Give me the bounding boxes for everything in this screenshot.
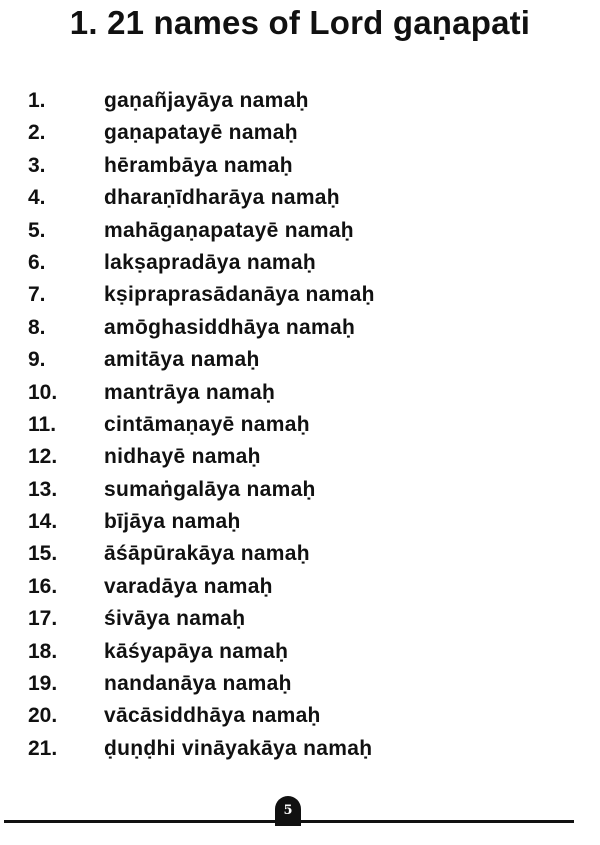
item-number: 18. [28, 639, 58, 663]
page-title: 1. 21 names of Lord gaṇapati [69, 4, 531, 41]
item-number: 9. [28, 348, 46, 372]
list-item [0, 506, 600, 538]
page-number: 5 [275, 796, 301, 826]
list-item [0, 85, 600, 117]
item-number: 15. [28, 542, 58, 566]
item-number: 8. [28, 315, 46, 339]
list-item [0, 312, 600, 344]
item-number: 1. [28, 89, 46, 112]
list-item [0, 733, 600, 765]
item-name: hērambāya namaḥ [104, 153, 293, 177]
item-name: cintāmaṇayē namaḥ [104, 412, 310, 436]
item-name: sumaṅgalāya namaḥ [104, 477, 316, 501]
item-name: nandanāya namaḥ [104, 672, 292, 696]
item-number: 19. [28, 672, 58, 696]
list-item [0, 247, 600, 279]
item-name: kṣipraprasādanāya namaḥ [104, 283, 375, 307]
list-item [0, 377, 600, 409]
list-item [0, 279, 600, 311]
list-item [0, 538, 600, 570]
item-number: 17. [28, 607, 58, 631]
item-number: 2. [28, 121, 46, 145]
item-name: bījāya namaḥ [104, 510, 241, 534]
item-number: 4. [28, 186, 46, 210]
item-number: 10. [28, 380, 58, 404]
names-list [0, 85, 600, 765]
item-name: mantrāya namaḥ [104, 380, 276, 404]
list-item [0, 474, 600, 506]
item-number: 3. [28, 153, 46, 177]
list-item [0, 636, 600, 668]
item-number: 13. [28, 477, 58, 501]
item-name: nidhayē namaḥ [104, 445, 261, 469]
item-number: 6. [28, 250, 46, 274]
list-item [0, 603, 600, 635]
item-name: vācāsiddhāya namaḥ [104, 704, 321, 728]
item-name: śivāya namaḥ [104, 607, 246, 631]
item-number: 5. [28, 218, 46, 242]
list-item [0, 668, 600, 700]
item-name: kāśyapāya namaḥ [104, 639, 289, 663]
list-item [0, 182, 600, 214]
item-name: ḍuṇḍhi vināyakāya namaḥ [104, 736, 373, 760]
item-name: dharaṇīdharāya namaḥ [104, 186, 340, 210]
item-number: 7. [28, 283, 46, 307]
list-item [0, 215, 600, 247]
item-name: amitāya namaḥ [104, 348, 260, 372]
item-name: amōghasiddhāya namaḥ [104, 315, 356, 339]
item-number: 12. [28, 445, 58, 469]
item-number: 14. [28, 510, 58, 534]
list-item [0, 117, 600, 149]
list-item [0, 409, 600, 441]
item-number: 16. [28, 574, 58, 598]
item-number: 11. [28, 412, 57, 436]
footer-rule [4, 820, 574, 823]
item-name: gaṇañjayāya namaḥ [104, 89, 309, 112]
list-item [0, 150, 600, 182]
list-item [0, 571, 600, 603]
item-name: āśāpūrakāya namaḥ [104, 542, 310, 566]
item-number: 20. [28, 704, 58, 728]
list-item [0, 441, 600, 473]
list-item [0, 700, 600, 732]
list-item [0, 344, 600, 376]
item-name: lakṣapradāya namaḥ [104, 250, 317, 274]
item-name: gaṇapatayē namaḥ [104, 121, 298, 145]
item-name: varadāya namaḥ [104, 574, 273, 598]
item-number: 21. [28, 736, 58, 760]
item-name: mahāgaṇapatayē namaḥ [104, 218, 354, 242]
